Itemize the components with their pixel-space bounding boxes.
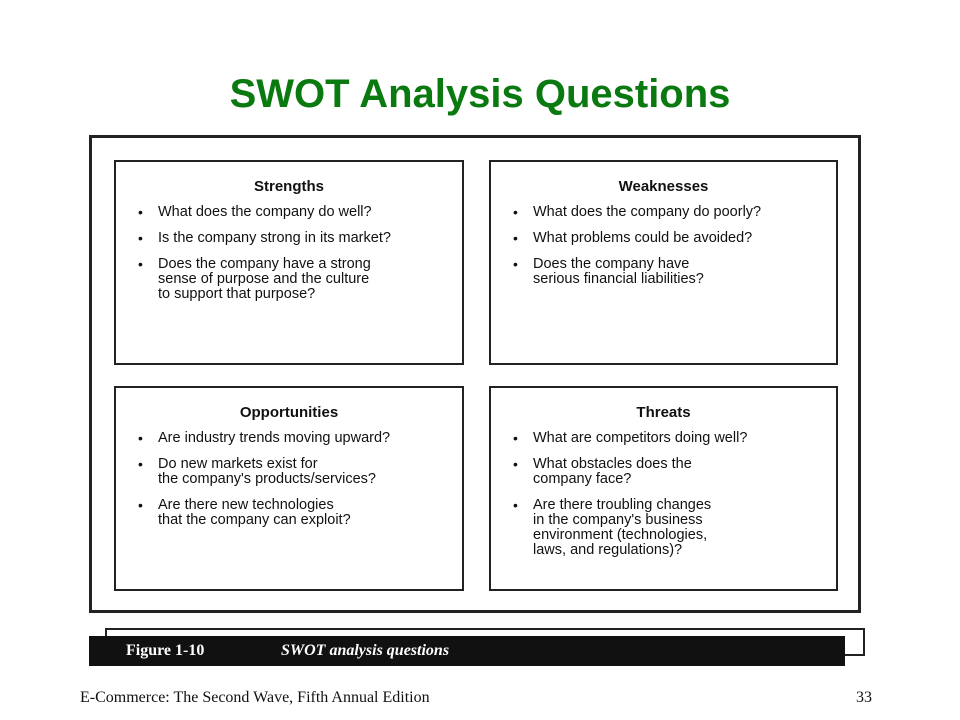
figure-caption-bar <box>89 636 845 666</box>
quadrant-opportunities <box>114 386 464 591</box>
bullet-icon: • <box>513 256 518 272</box>
list-item: • Does the company have serious financial liabilities? <box>513 256 704 287</box>
figure-label: Figure 1-10 <box>126 642 205 659</box>
quadrant-heading: Strengths <box>253 178 324 195</box>
quadrant-strengths <box>114 160 464 365</box>
bullet-icon: • <box>513 456 518 472</box>
list-item: • What does the company do well? <box>138 204 372 220</box>
bullet-icon: • <box>138 456 143 472</box>
bullet-icon: • <box>138 230 143 246</box>
list-item: • Does the company have a strong sense of purpose and the culture to support that purpose? <box>138 256 371 302</box>
list-item: • Are industry trends moving upward? <box>138 430 391 446</box>
list-item: • Do new markets exist for the company's products/services? <box>138 456 376 487</box>
list-item: • Are there new technologies that the company can exploit? <box>138 497 351 528</box>
list-item: • What does the company do poorly? <box>513 204 762 220</box>
page-number: 33 <box>856 689 872 706</box>
quadrant-weaknesses <box>489 160 838 365</box>
footer-text: E-Commerce: The Second Wave, Fifth Annual Edition <box>80 689 430 706</box>
bullet-icon: • <box>138 497 143 513</box>
quadrant-threats <box>489 386 838 591</box>
list-item: • What problems could be avoided? <box>513 230 753 246</box>
bullet-icon: • <box>138 204 143 220</box>
slide-title: SWOT Analysis Questions <box>229 72 731 116</box>
list-item: • What obstacles does the company face? <box>513 456 692 487</box>
figure-caption: SWOT analysis questions <box>281 642 450 659</box>
quadrant-heading: Weaknesses <box>618 178 709 195</box>
list-item: • Is the company strong in its market? <box>138 230 391 246</box>
bullet-icon: • <box>513 497 518 513</box>
bullet-icon: • <box>513 430 518 446</box>
bullet-icon: • <box>138 256 143 272</box>
quadrant-heading: Opportunities <box>239 404 339 421</box>
list-item: • What are competitors doing well? <box>513 430 748 446</box>
list-item: • Are there troubling changes in the company's business environment (technologies, laws, and regulations)? <box>513 497 712 558</box>
quadrant-heading: Threats <box>636 404 691 421</box>
bullet-icon: • <box>513 230 518 246</box>
bullet-icon: • <box>513 204 518 220</box>
bullet-icon: • <box>138 430 143 446</box>
